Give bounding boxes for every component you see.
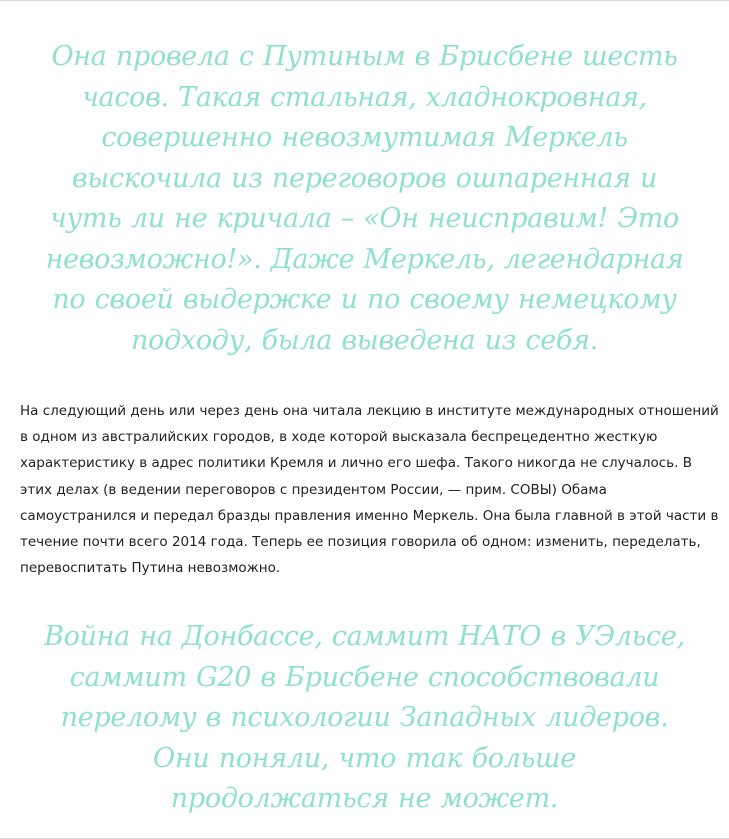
pull-quote-top: Она провела с Путиным в Брисбене шесть часов. Такая стальная, хладнокровная, совершенно невозмутимая Меркель выскочила из переговоров ошпаренная и чуть ли не кричала – «Он неисправим! Это невозможно!». Даже Меркель, легендарная по своей выдержке и по своему немецкому подходу, была выведена из себя.: [45, 41, 684, 356]
article-paragraph: На следующий день или через день она читала лекцию в институте международных отношений в одном из австралийских городов, в ходе которой высказала беспрецедентно жесткую характеристику в адрес политики Кремля и лично его шефа. Такого никогда не случалось. В этих делах (в ведении переговоров с президентом России, — прим. СОВЫ) Обама самоустранился и передал бразды правления именно Меркель. Она была главной в этой части в течение почти всего 2014 года. Теперь ее позиция говорила об одном: изменить, переделать, перевоспитать Путина невозможно.: [20, 403, 719, 577]
pull-quote-bottom: Война на Донбассе, саммит НАТО в УЭльсе, саммит G20 в Брисбене способствовали перелому в психологии Западных лидеров. Они поняли, что так больше продолжаться не может.: [44, 621, 685, 814]
